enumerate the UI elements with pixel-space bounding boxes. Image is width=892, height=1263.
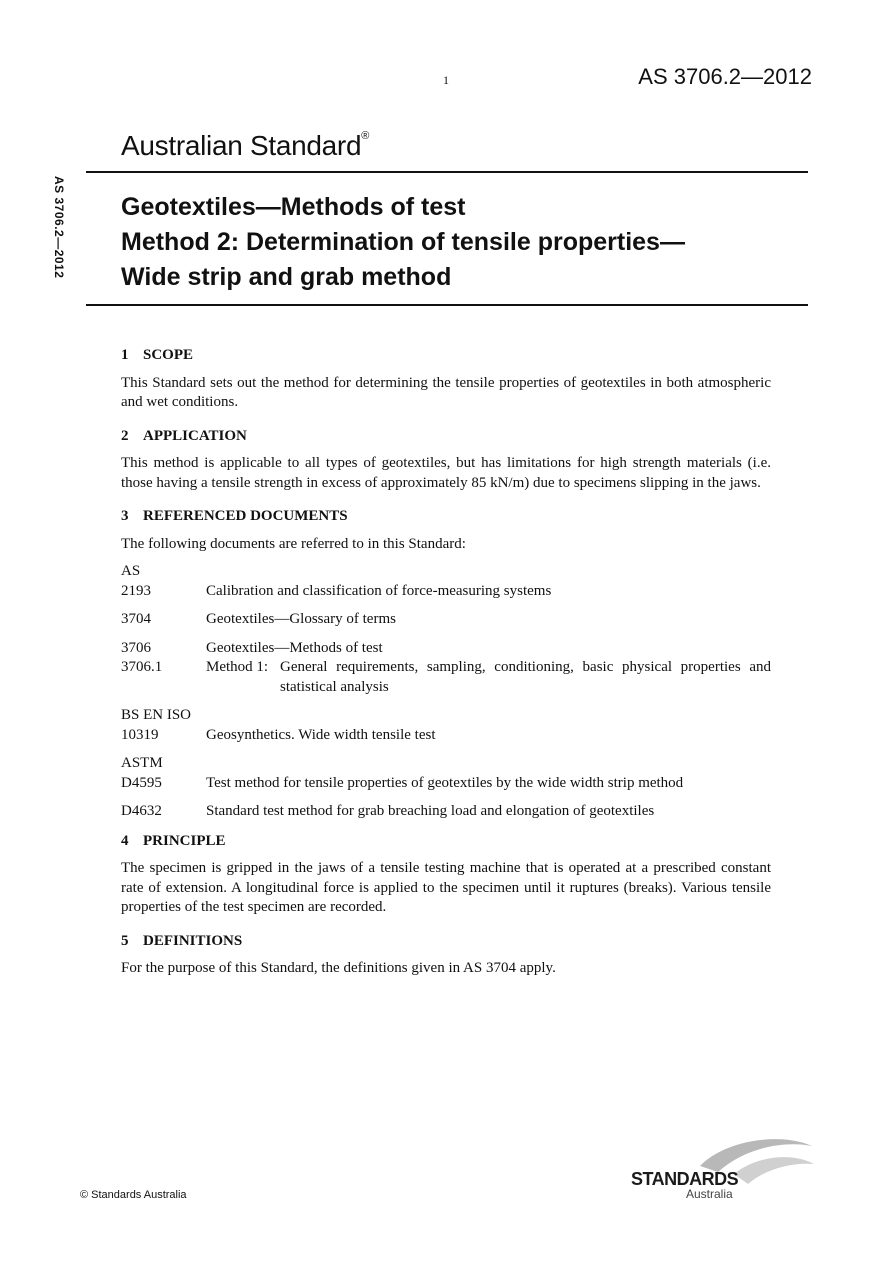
- reference-group-as: [121, 562, 771, 697]
- reference-group-astm: [121, 754, 771, 822]
- brand-title: [121, 130, 369, 162]
- section-heading-definitions: 5 DEFINITIONS: [121, 932, 243, 949]
- side-document-id: AS 3706.2—2012: [52, 176, 66, 279]
- reference-group-label: ASTM: [121, 755, 163, 771]
- reference-group-label: AS: [121, 563, 141, 579]
- section-heading-scope: 1 SCOPE: [121, 347, 194, 363]
- reference-row: 3704 Geotextiles—Glossary of terms: [121, 611, 396, 627]
- section-body-references: The following documents are referred to in this Standard:: [121, 535, 466, 552]
- brand-name: Australian Standard: [121, 130, 362, 161]
- section-body-principle: The specimen is gripped in the jaws of a tensile testing machine that is operated at a prescribed constant rate of extension. A longitudinal force is applied to the specimen until it ruptures (breaks). Various tensile properties of the test specimen are recorded.: [121, 860, 771, 915]
- document-title: [121, 190, 811, 295]
- page-number: 1: [443, 73, 449, 87]
- section-body-scope: This Standard sets out the method for determining the tensile properties of geotextiles in both atmospheric and wet conditions.: [121, 374, 771, 410]
- section-body-application: This method is applicable to all types of geotextiles, but has limitations for high strength materials (i.e. those having a tensile strength in excess of approximately 85 kN/m) due to specimens slipping in the jaws.: [121, 455, 771, 491]
- reference-row: 3706.1 Method 1: General requirements, sampling, conditioning, basic physical properties and statistical analysis: [121, 659, 771, 695]
- reference-row: 3706 Geotextiles—Methods of test: [121, 639, 383, 656]
- reference-row: D4595 Test method for tensile properties of geotextiles by the wide width strip method: [121, 774, 684, 791]
- top-divider: [86, 171, 808, 173]
- registered-mark: ®: [361, 129, 370, 142]
- section-heading-references: 3 REFERENCED DOCUMENTS: [121, 508, 348, 524]
- reference-group-label: BS EN ISO: [121, 707, 192, 723]
- reference-row: 10319 Geosynthetics. Wide width tensile test: [121, 726, 436, 743]
- title-line-1: Geotextiles—Methods of test: [121, 193, 466, 221]
- section-body-definitions: For the purpose of this Standard, the definitions given in AS 3704 apply.: [121, 960, 556, 976]
- reference-row: 2193 Calibration and classification of force-measuring systems: [121, 582, 552, 599]
- section-heading-application: 2 APPLICATION: [121, 427, 247, 444]
- logo-wordmark: STANDARDS: [631, 1169, 739, 1189]
- logo-subtext: Australia: [686, 1187, 733, 1201]
- title-line-2: Method 2: Determination of tensile properties—: [121, 228, 685, 256]
- copyright-notice: © Standards Australia: [80, 1189, 187, 1201]
- main-content: [121, 346, 771, 993]
- reference-group-bs: [121, 706, 771, 745]
- title-divider: [86, 304, 808, 306]
- title-line-3: Wide strip and grab method: [121, 263, 452, 291]
- document-id: AS 3706.2—2012: [638, 64, 812, 89]
- section-heading-principle: 4 PRINCIPLE: [121, 832, 226, 849]
- reference-row: D4632 Standard test method for grab breaching load and elongation of geotextiles: [121, 803, 655, 819]
- reference-list: [121, 562, 771, 822]
